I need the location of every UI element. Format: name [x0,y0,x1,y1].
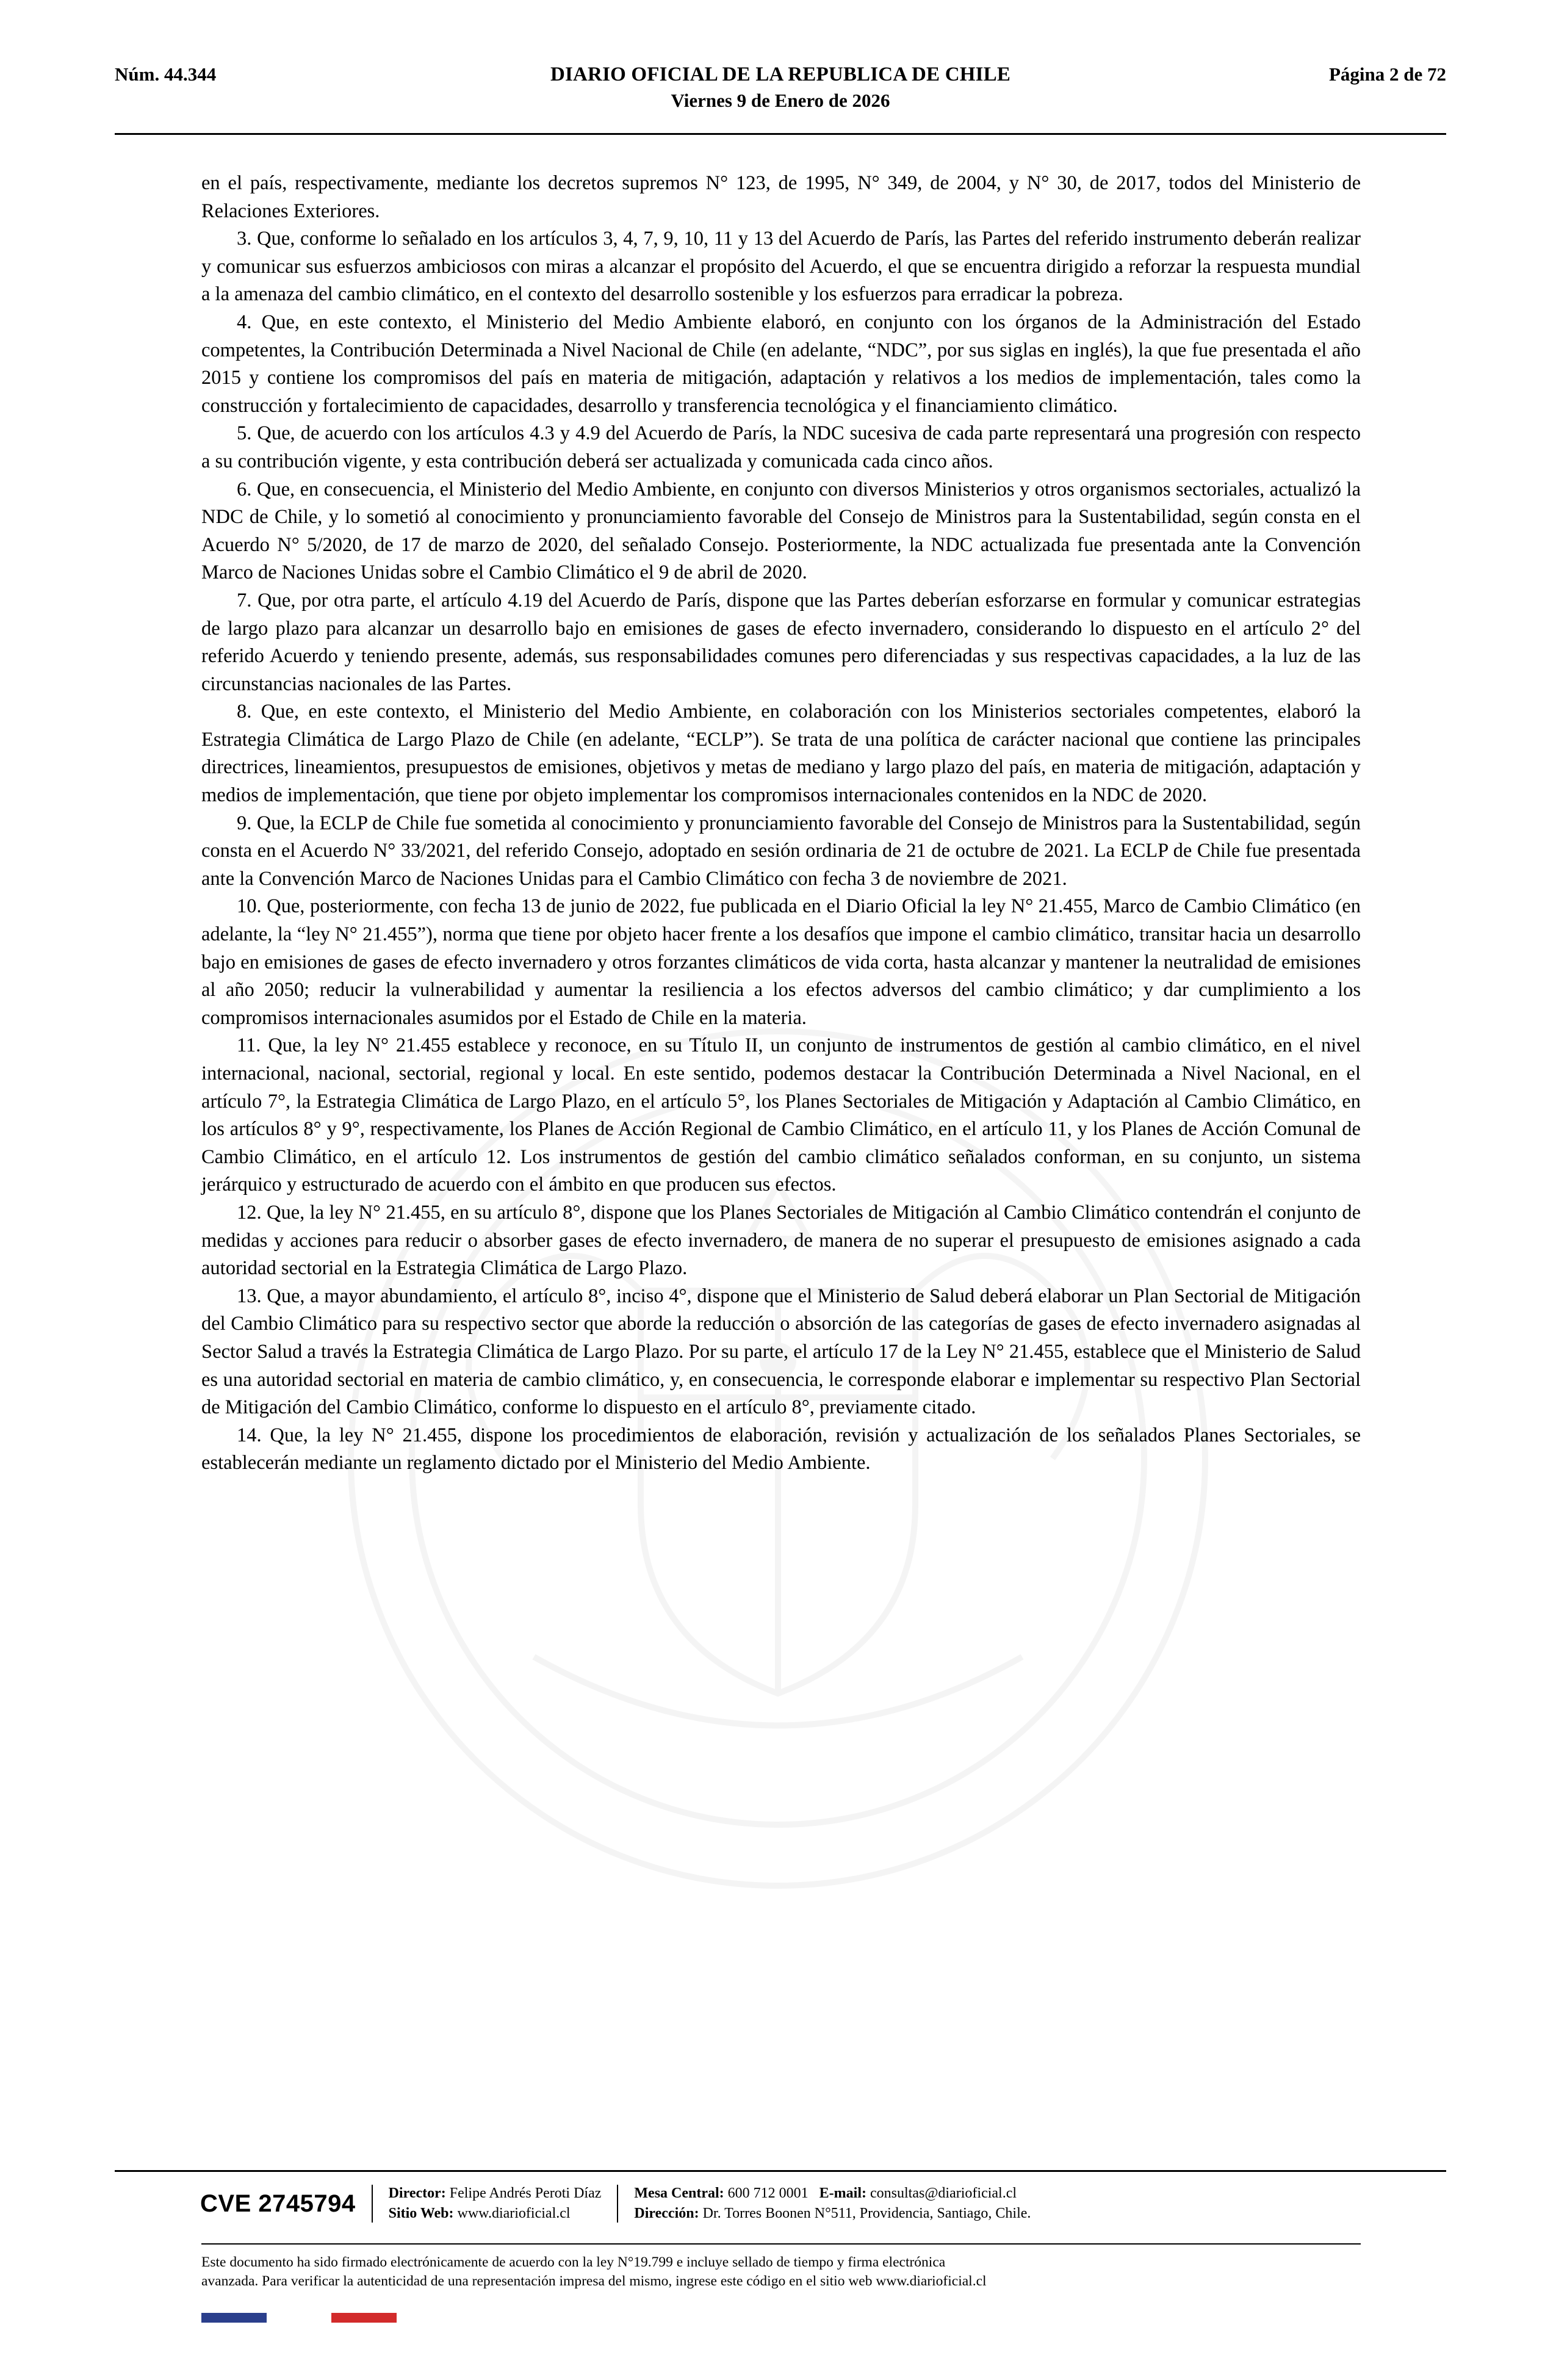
paragraph: 12. Que, la ley N° 21.455, en su artículo 8°, dispone que los Planes Sectoriales de Mitigación al Cambio Climático contendrán el conjunto de medidas y acciones para reducir o absorber gases de efecto invernadero, de manera de no superar el presupuesto de emisiones asignado a cada autoridad sectorial en la Estrategia Climática de Largo Plazo. [201,1201,1361,1280]
paragraph: 4. Que, en este contexto, el Ministerio del Medio Ambiente elaboró, en conjunto con los órganos de la Administración del Estado competentes, la Contribución Determinada a Nivel Nacional de Chile (en adelante, “NDC”, por sus siglas en inglés), la que fue presentada el año 2015 y contiene los compromisos del país en materia de mitigación, adaptación y relativos a los medios de implementación, tales como la construcción y fortalecimiento de capacidades, desarrollo y transferencia tecnológica y el financiamiento climático. [201,311,1361,417]
flag-blue-band [201,2313,267,2323]
paragraph: 3. Que, conforme lo señalado en los artículos 3, 4, 7, 9, 10, 11 y 13 del Acuerdo de París, las Partes del referido instrumento deberán realizar y comunicar sus esfuerzos ambiciosos con miras a alcanzar el propósito del Acuerdo, el que se encuentra dirigido a reforzar la respuesta mundial a la amenaza del cambio climático, en el contexto del desarrollo sostenible y los esfuerzos para erradicar la pobreza. [201,228,1361,306]
flag-white-band [267,2313,332,2323]
paragraph: 9. Que, la ECLP de Chile fue sometida al conocimiento y pronunciamiento favorable del Consejo de Ministros para la Sustentabilidad, según consta en el Acuerdo N° 33/2021, del referido Consejo, adoptado en sesión ordinaria de 21 de octubre de 2021. La ECLP de Chile fue presentada ante la Convención Marco de Naciones Unidas para el Cambio Climático con fecha 3 de noviembre de 2021. [201,812,1361,890]
electronic-signature-note [201,2253,1361,2291]
website-label: Sitio Web: [388,2205,454,2221]
mesa-central-value: 600 712 0001 [727,2185,809,2201]
mesa-central-label: Mesa Central: [634,2185,724,2201]
paragraph: 14. Que, la ley N° 21.455, dispone los procedimientos de elaboración, revisión y actualización de los señalados Planes Sectoriales, se establecerán mediante un reglamento dictado por el Ministerio del Medio Ambiente. [201,1424,1361,1474]
page-footer [115,2170,1446,2224]
note-line-2: avanzada. Para verificar la autenticidad de una representación impresa del mismo, ingrese este código en el sitio web www.diarioficial.cl [201,2273,987,2289]
paragraph: 11. Que, la ley N° 21.455 establece y reconoce, en su Título II, un conjunto de instrumentos de gestión al cambio climático, en el nivel internacional, nacional, sectorial, regional y local. En este sentido, podemos destacar la Contribución Determinada a Nivel Nacional, en el artículo 7°, la Estrategia Climática de Largo Plazo, en el artículo 5°, los Planes Sectoriales de Mitigación y Adaptación al Cambio Climático, en los artículos 8° y 9°, respectivamente, los Planes de Acción Regional de Cambio Climático, en el artículo 11, y los Planes de Acción Comunal de Cambio Climático, en el artículo 12. Los instrumentos de gestión del cambio climático señalados conforman, en su conjunto, un sistema jerárquico y estructurado de acuerdo con el ámbito en que producen sus efectos. [201,1034,1361,1196]
note-line-1: Este documento ha sido firmado electrónicamente de acuerdo con la ley N°19.799 e incluye sellado de tiempo y firma electrónica [201,2254,946,2270]
website-value[interactable]: www.diarioficial.cl [457,2205,571,2221]
publication-date: Viernes 9 de Enero de 2026 [671,90,890,111]
header-divider [115,133,1446,135]
issue-number: Núm. 44.344 [115,63,217,85]
paragraph: 7. Que, por otra parte, el artículo 4.19 del Acuerdo de París, dispone que las Partes deberían esforzarse en formular y comunicar estrategias de largo plazo para alcanzar un desarrollo bajo en emisiones de gases de efecto invernadero, considerando lo dispuesto en el artículo 2° del referido Acuerdo y teniendo presente, además, sus responsabilidades comunes pero diferenciadas y sus respectivas capacidades, a la luz de las circunstancias nacionales de las Partes. [201,589,1361,695]
publication-title: DIARIO OFICIAL DE LA REPUBLICA DE CHILE [550,63,1011,85]
footer-divider-bottom [201,2243,1361,2245]
page-number: Página 2 de 72 [1328,63,1446,85]
paragraph: 5. Que, de acuerdo con los artículos 4.3 y 4.9 del Acuerdo de París, la NDC sucesiva de cada parte representará una progresión con respecto a su contribución vigente, y esta contribución deberá ser actualizada y comunicada cada cinco años. [201,422,1361,472]
address-value: Dr. Torres Boonen N°511, Providencia, Santiago, Chile. [702,2205,1031,2221]
director-name: Felipe Andrés Peroti Díaz [449,2185,602,2201]
paragraph: 8. Que, en este contexto, el Ministerio del Medio Ambiente, en colaboración con los Ministerios sectoriales competentes, elaboró la Estrategia Climática de Largo Plazo de Chile (en adelante, “ECLP”). Se trata de una política de carácter nacional que contiene las principales directrices, lineamientos, presupuestos de emisiones, objetivos y metas de mediano y largo plazo del país, en materia de mitigación, adaptación y medios de implementación, que tiene por objeto implementar los compromisos internacionales contenidos en la NDC de 2020. [201,701,1361,807]
address-label: Dirección: [634,2205,699,2221]
footer-contact-info [618,2183,1046,2224]
email-label: E-mail: [819,2185,866,2201]
cve-code: CVE 2745794 [200,2190,356,2217]
paragraph: en el país, respectivamente, mediante los decretos supremos N° 123, de 1995, N° 349, de 2004, y N° 30, de 2017, todos del Ministerio de Relaciones Exteriores. [201,172,1361,222]
paragraph: 13. Que, a mayor abundamiento, el artículo 8°, inciso 4°, dispone que el Ministerio de Salud deberá elaborar un Plan Sectorial de Mitigación del Cambio Climático para su respectivo sector que aborde la reducción o absorción de las categorías de gases de efecto invernadero asignadas al Sector Salud a través la Estrategia Climática de Largo Plazo. Por su parte, el artículo 17 de la Ley N° 21.455, establece que el Ministerio de Salud es una autoridad sectorial en materia de cambio climático, y, en consecuencia, le corresponde elaborar e implementar su respectivo Plan Sectorial de Mitigación del Cambio Climático, conforme lo dispuesto en el artículo 8°, previamente citado. [201,1285,1361,1419]
director-label: Director: [388,2185,446,2201]
footer-publisher-info [373,2183,618,2224]
page-header [115,63,1446,112]
flag-red-band [331,2313,397,2323]
chile-flag-bar [201,2313,397,2323]
document-body [201,170,1361,1477]
paragraph: 6. Que, en consecuencia, el Ministerio del Medio Ambiente, en conjunto con diversos Ministerios y otros organismos sectoriales, actualizó la NDC de Chile, y lo sometió al conocimiento y pronunciamiento favorable del Consejo de Ministros para la Sustentabilidad, según consta en el Acuerdo N° 5/2020, de 17 de marzo de 2020, del señalado Consejo. Posteriormente, la NDC actualizada fue presentada ante la Convención Marco de Naciones Unidas sobre el Cambio Climático el 9 de abril de 2020. [201,478,1361,584]
email-value[interactable]: consultas@diarioficial.cl [870,2185,1017,2201]
paragraph: 10. Que, posteriormente, con fecha 13 de junio de 2022, fue publicada en el Diario Oficial la ley N° 21.455, Marco de Cambio Climático (en adelante, la “ley N° 21.455”), norma que tiene por objeto hacer frente a los desafíos que impone el cambio climático, transitar hacia un desarrollo bajo en emisiones de gases de efecto invernadero y otros forzantes climáticos de vida corta, hasta alcanzar y mantener la neutralidad de emisiones al año 2050; reducir la vulnerabilidad y aumentar la resiliencia a los efectos adversos del cambio climático; y dar cumplimiento a los compromisos internacionales asumidos por el Estado de Chile en la materia. [201,895,1361,1029]
